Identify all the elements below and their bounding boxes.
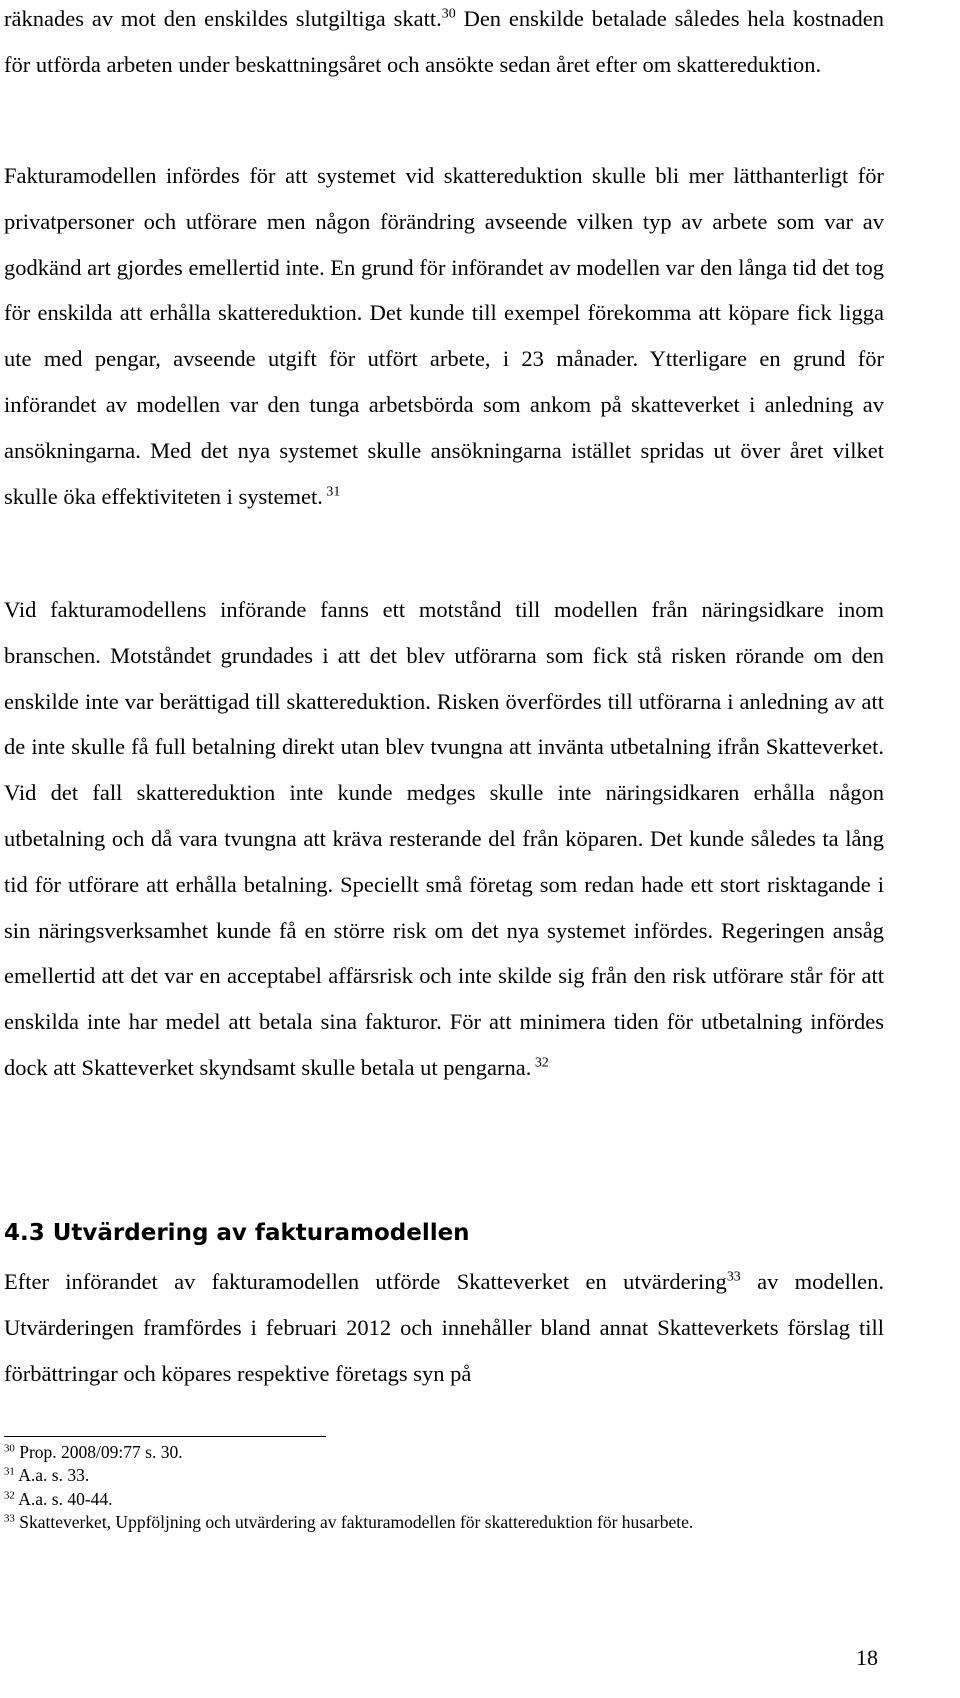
footnote-list <box>4 1441 904 1534</box>
footnote <box>4 1441 904 1464</box>
footnote-number: 30 <box>4 1442 15 1455</box>
paragraph-text: Den enskilde betalade således hela kostnaden för utförda arbeten under beskattningsåret och ansökte sedan året efter om skattereduktion. <box>4 6 885 77</box>
footnote <box>4 1511 904 1534</box>
footnote-separator <box>4 1436 326 1437</box>
footnote <box>4 1464 904 1487</box>
footnote-reference: 32 <box>531 1055 549 1071</box>
footnote-text: Skatteverket, Uppföljning och utvärdering av fakturamodellen för skattereduktion för husarbete. <box>14 1511 694 1532</box>
page-number: 18 <box>856 1645 878 1670</box>
footnote-reference: 33 <box>726 1269 741 1285</box>
footnote-number: 32 <box>4 1489 15 1502</box>
body-paragraph <box>4 587 884 1091</box>
footnote-text: Prop. 2008/09:77 s. 30. <box>14 1442 183 1462</box>
body-paragraph <box>4 0 884 88</box>
section-heading: 4.3 Utvärdering av fakturamodellen <box>4 1220 470 1246</box>
footnote-text: A.a. s. 33. <box>14 1465 90 1486</box>
footnote-number: 33 <box>4 1512 15 1525</box>
paragraph-text: Vid fakturamodellens införande fanns ett motstånd till modellen från näringsidkare inom branschen. Motståndet grundades i att det blev utförarna som fick stå risken rörande om den enskilde inte var berättigad till skattereduktion. Risken överfördes till utförarna i anledning av att de inte skulle få full betalning direkt utan blev tvungna att invänta utbetalning ifrån Skatteverket. Vid det fall skattereduktion inte kunde medges skulle inte näringsidkaren erhålla någon utbetalning och då vara tvungna att kräva resterande del från köparen. Det kunde således ta lång tid för utförare att erhålla betalning. Speciellt små företag som redan hade ett stort risktagande i sin näringsverksamhet kunde få en större risk om det nya systemet infördes. Regeringen ansåg emellertid att det var en acceptabel affärsrisk och inte skilde sig från den risk utförare står för att enskilda inte har medel att betala sina fakturor. För att minimera tiden för utbetalning infördes dock att Skatteverket skyndsamt skulle betala ut pengarna. <box>4 597 884 1080</box>
footnote <box>4 1488 904 1511</box>
footnote-reference: 31 <box>322 484 341 500</box>
paragraph-text: Fakturamodellen infördes för att systemet vid skattereduktion skulle bli mer lätthanterligt för privatpersoner och utförare men någon förändring avseende vilken typ av arbete som var av godkänd art gjordes emellertid inte. En grund för införandet av modellen var den långa tid det tog för enskilda att erhålla skattereduktion. Det kunde till exempel förekomma att köpare fick ligga ute med pengar, avseende utgift för utfört arbete, i 23 månader. Ytterligare en grund för införandet av modellen var den tunga arbetsbörda som ankom på skatteverket i anledning av ansökningarna. Med det nya systemet skulle ansökningarna istället spridas ut över året vilket skulle öka effektiviteten i systemet. <box>4 163 884 509</box>
footnote-reference: 30 <box>441 6 456 22</box>
paragraph-text: Efter införandet av fakturamodellen utförde Skatteverket en utvärdering <box>4 1269 727 1294</box>
body-paragraph <box>4 1259 884 1396</box>
body-paragraph <box>4 153 884 519</box>
paragraph-text: av modellen. Utvärderingen framfördes i februari 2012 och innehåller bland annat Skatteverkets förslag till förbättringar och köpares respektive företags syn på <box>4 1269 885 1386</box>
footnote-text: A.a. s. 40-44. <box>14 1488 113 1509</box>
paragraph-text: räknades av mot den enskildes slutgiltiga skatt. <box>4 6 442 31</box>
document-page <box>4 0 884 1698</box>
footnote-number: 31 <box>4 1465 15 1478</box>
